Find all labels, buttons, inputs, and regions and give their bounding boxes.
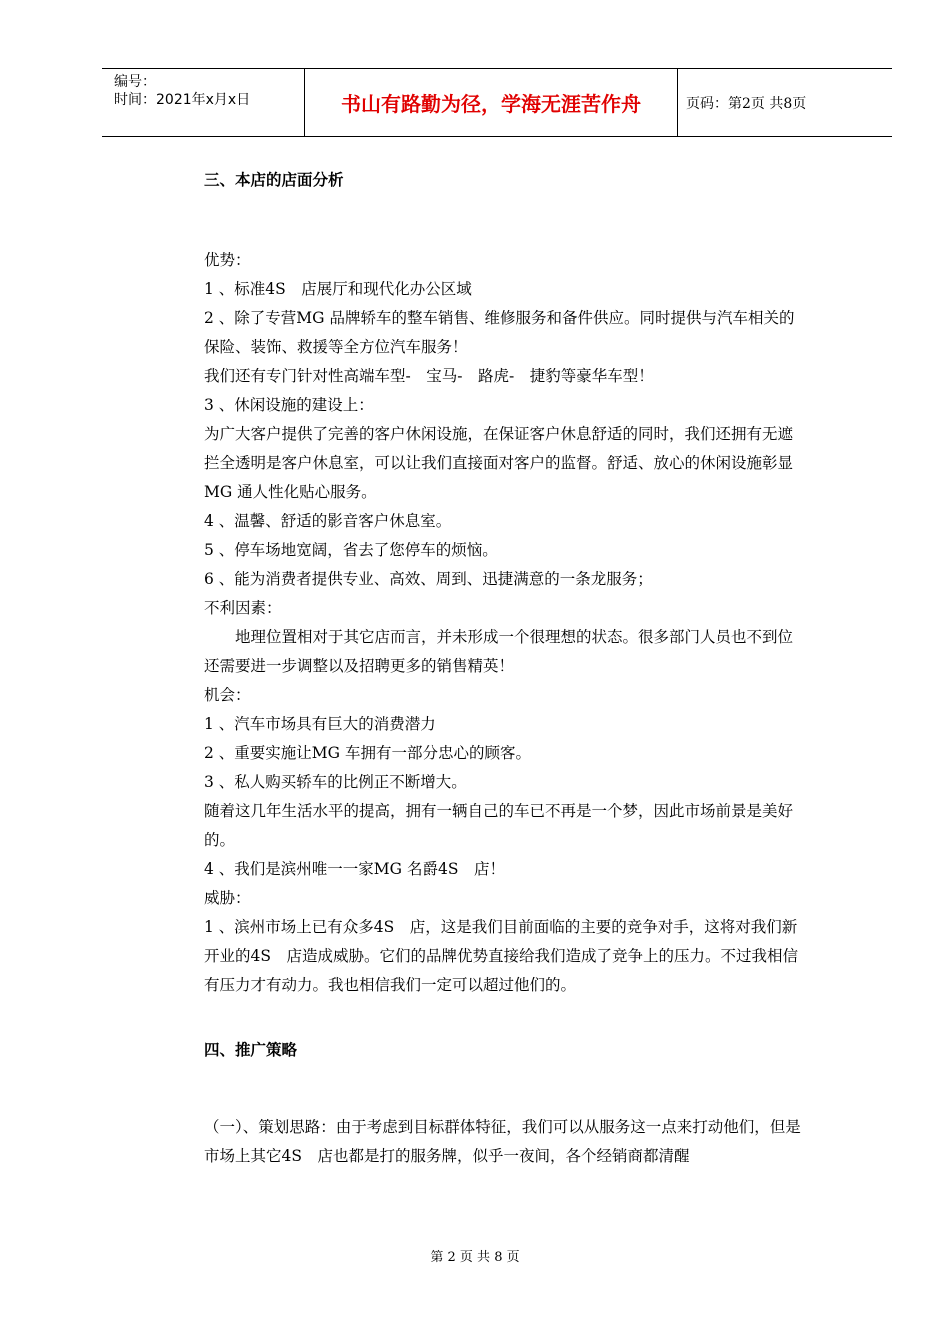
paragraph: 随着这几年生活水平的提高，拥有一辆自己的车已不再是一个梦，因此市场前景是美好的。 — [204, 802, 794, 849]
paragraph: 机会： — [204, 686, 251, 704]
paragraph: 4 、温馨、舒适的影音客户休息室。 — [204, 512, 452, 530]
section-title: 三、本店的店面分析 — [204, 170, 344, 189]
paragraph: 优势： — [204, 251, 251, 269]
header-meta — [102, 69, 304, 136]
paragraph: 威胁： — [204, 889, 251, 907]
paragraph: 地理位置相对于其它店而言，并未形成一个很理想的状态。很多部门人员也不到位还需要进一步调整以及招聘更多的销售精英！ — [204, 628, 794, 675]
paragraph: 为广大客户提供了完善的客户休闲设施，在保证客户休息舒适的同时，我们还拥有无遮拦全透明是客户休息室，可以让我们直接面对客户的监督。舒适、放心的休闲设施彰显MG 通人性化贴心服务。 — [204, 425, 794, 501]
paragraph: （一）、策划思路：由于考虑到目标群体特征，我们可以从服务这一点来打动他们，但是市场上其它4S 店也都是打的服务牌，似乎一夜间，各个经销商都清醒 — [204, 1118, 801, 1165]
paragraph: 不利因素： — [204, 599, 282, 617]
paragraph: 我们还有专门针对性高端车型- 宝马- 路虎- 捷豹等豪华车型！ — [204, 367, 654, 385]
time-label: 时间：2021年x月x日 — [114, 92, 251, 108]
paragraph: 3 、私人购买轿车的比例正不断增大。 — [204, 773, 467, 791]
paragraph: 2 、除了专营MG 品牌轿车的整车销售、维修服务和备件供应。同时提供与汽车相关的保险、装饰、救援等全方位汽车服务！ — [204, 309, 795, 356]
section-title: 四、推广策略 — [204, 1040, 298, 1059]
paragraph: 4 、我们是滨州唯一一家MG 名爵4S 店！ — [204, 860, 505, 878]
paragraph: 2 、重要实施让MG 车拥有一部分忠心的顾客。 — [204, 744, 531, 762]
paragraph: 1 、标准4S 店展厅和现代化办公区域 — [204, 280, 472, 298]
paragraph: 1 、滨州市场上已有众多4S 店，这是我们目前面临的主要的竞争对手，这将对我们新开业的4S 店造成威胁。它们的品牌优势直接给我们造成了竞争上的压力。不过我相信有压力才有动力。我也相信我们一定可以超过他们的。 — [204, 918, 798, 994]
paragraph: 3 、休闲设施的建设上： — [204, 396, 374, 414]
number-label: 编号： — [114, 74, 156, 90]
header-page-info: 页码：第2页 共8页 — [686, 95, 807, 112]
page-footer: 第 2 页 共 8 页 — [430, 1250, 520, 1265]
page-header — [102, 68, 892, 137]
header-motto: 书山有路勤为径，学海无涯苦作舟 — [304, 69, 678, 136]
paragraph: 5 、停车场地宽阔，省去了您停车的烦恼。 — [204, 541, 498, 559]
paragraph: 1 、汽车市场具有巨大的消费潜力 — [204, 715, 436, 733]
paragraph: 6 、能为消费者提供专业、高效、周到、迅捷满意的一条龙服务； — [204, 570, 653, 588]
